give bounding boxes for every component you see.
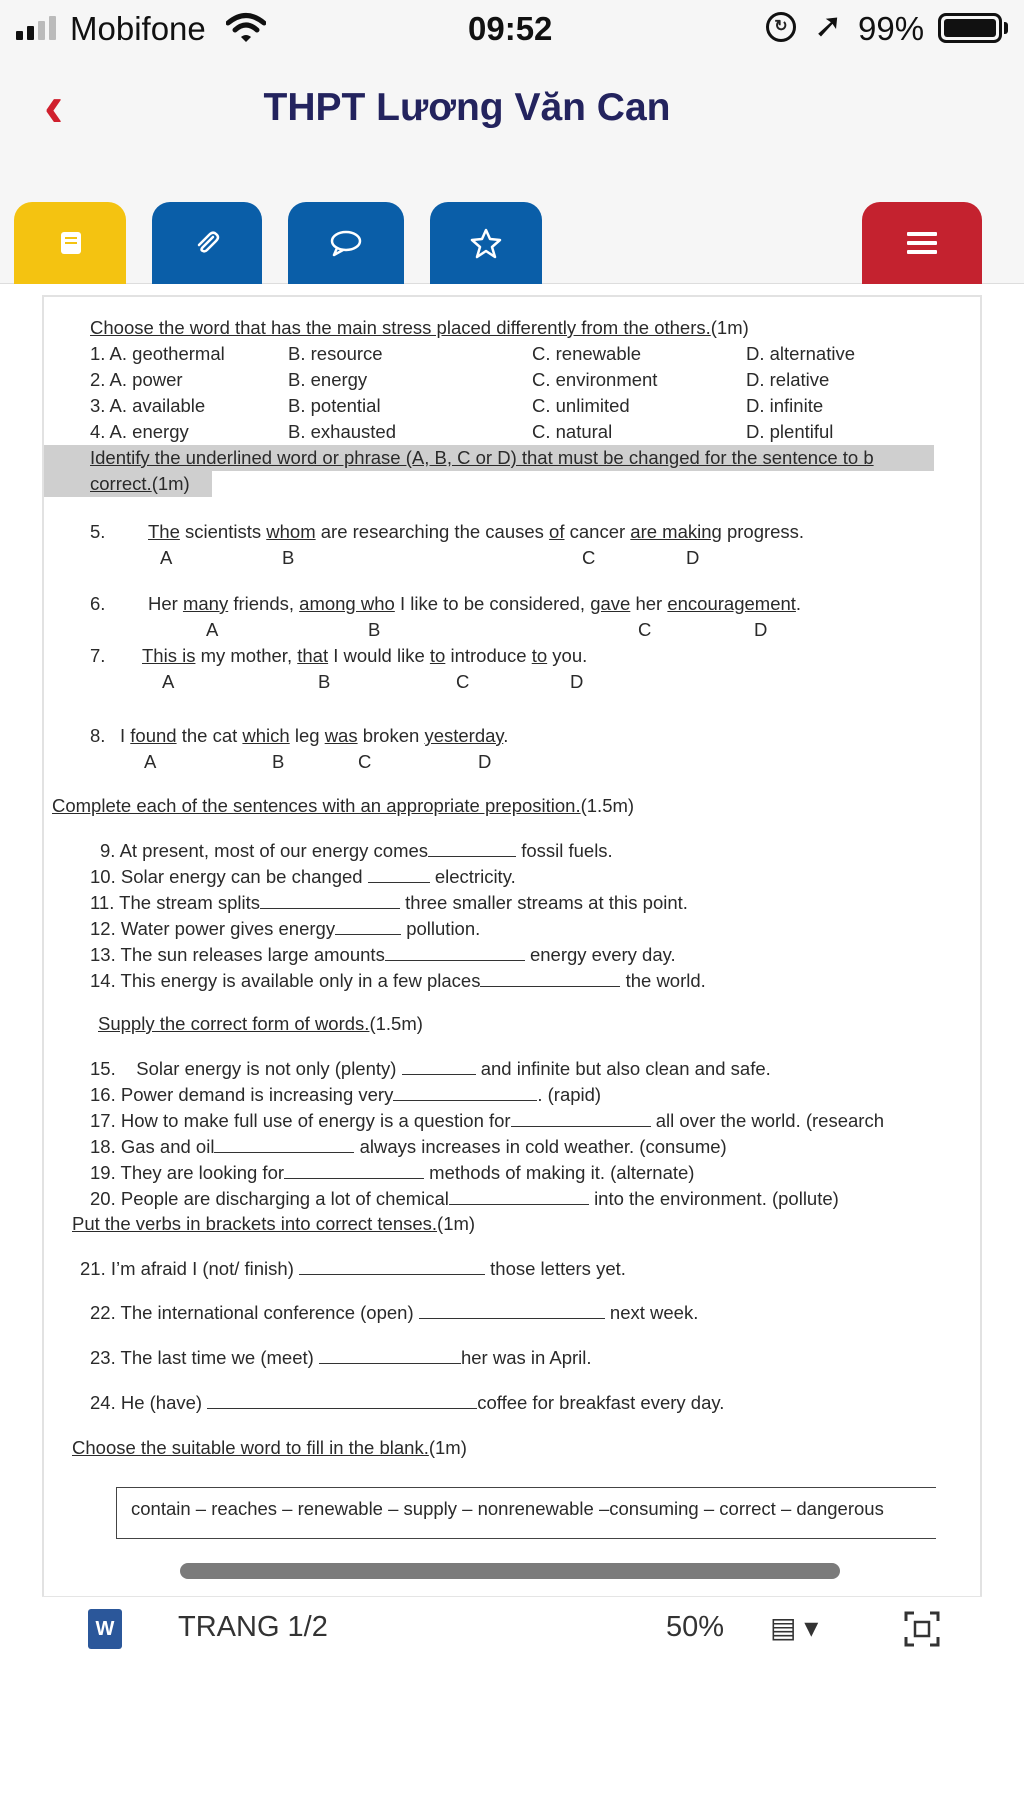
q8-number: 8. [90,725,106,746]
q6-part-d: encouragement [667,593,796,614]
q5-letter-b: B [282,547,295,568]
q7-number: 7. [90,645,106,666]
q5-number: 5. [90,521,106,542]
q4-d: D. plentiful [746,421,834,442]
q7-text-1: my mother, [195,645,298,666]
section-2-title-line2 [90,473,190,495]
q8-part-c: was [324,725,358,746]
q8-text-4: broken [357,725,425,746]
q6-part-a: many [182,593,229,614]
horizontal-scrollbar[interactable] [180,1563,840,1579]
q8-text-1: I [120,725,131,746]
q7-text-3: introduce [445,645,532,666]
q10-text-1: Solar energy can be changed [120,866,363,887]
q5-part-b: whom [266,521,316,542]
q18-text-2: always increases in cold weather. (consume) [359,1136,727,1157]
q15-text-2: and infinite but also clean and safe. [480,1058,771,1079]
q21-blank [299,1257,485,1275]
tab-menu[interactable] [862,202,982,284]
q22 [90,1301,698,1324]
q11-text-1: The stream splits [119,892,261,913]
q8-part-b: which [242,725,290,746]
q6-text-2: friends, [228,593,300,614]
q8-letter-c: C [358,751,372,772]
q6-part-b: among who [299,593,395,614]
q6-part-c: gave [590,593,631,614]
q8-text-2: the cat [176,725,243,746]
section-6-mark: (1m) [428,1437,467,1458]
q6-letter-d: D [754,619,768,640]
page-title: THPT Lương Văn Can [263,86,671,129]
q14 [90,969,706,992]
q5-part-a: The [148,521,180,542]
q7-part-c: to [429,645,446,666]
q2-c: C. environment [532,369,658,390]
q24-text-2: coffee for breakfast every day. [477,1392,725,1413]
q6-text-3: I like to be considered, [394,593,591,614]
back-chevron-icon[interactable]: ‹ [44,74,64,139]
q11-number: 11. [90,892,115,913]
q21-text-1: 21. I’m afraid I (not/ finish) [80,1258,294,1279]
q9-text-2: fossil fuels. [521,840,613,861]
page-indicator: TRANG 1/2 [178,1611,328,1643]
q5-text-1: scientists [179,521,267,542]
q13-number: 13. [90,944,116,965]
q11-text-2: three smaller streams at this point. [405,892,688,913]
signal-icon [16,16,56,40]
tab-attachment[interactable] [152,202,262,284]
q22-text-1: 22. The international conference (open) [90,1302,414,1323]
q11 [90,891,688,914]
q8-letter-b: B [272,751,285,772]
q12-blank [335,917,401,935]
q1-c: C. renewable [532,343,642,364]
q1-a: 1. A. geothermal [90,343,225,364]
section-1-title: Choose the word that has the main stress placed differently from the others. [90,317,711,338]
q5-sentence [148,521,804,543]
q24 [90,1391,724,1414]
section-3-title: Complete each of the sentences with an appropriate preposition. [52,795,581,816]
q19-text-2: methods of making it. (alternate) [429,1162,695,1183]
q18-blank [214,1135,354,1153]
section-1-mark: (1m) [710,317,749,338]
q16 [90,1083,601,1106]
q9-number: 9. [100,840,116,861]
q7-part-a: This is [142,645,196,666]
q15-blank [402,1057,476,1075]
hamburger-menu-icon [905,228,939,258]
document-footer [42,1596,982,1656]
q8-sentence [120,725,508,747]
q7-letter-a: A [162,671,175,692]
q14-blank [480,969,620,987]
q22-blank [419,1301,605,1319]
q19-blank [284,1161,424,1179]
clock-time: 09:52 [468,10,553,47]
q15 [90,1057,771,1080]
q6-sentence [148,593,801,615]
q19 [90,1161,694,1184]
q10-number: 10. [90,866,116,887]
q3-c: C. unlimited [532,395,630,416]
q7-text-2: I would like [328,645,430,666]
paperclip-icon [191,227,223,259]
zoom-level[interactable]: 50% [666,1611,725,1643]
section-4-title: Supply the correct form of words. [98,1013,370,1034]
wifi-icon [226,12,266,44]
q19-text-1: 19. They are looking for [90,1162,285,1183]
q3-a: 3. A. available [90,395,206,416]
q4-a: 4. A. energy [90,421,189,442]
q9-blank [428,839,516,857]
q20-text-1: 20. People are discharging a lot of chemical [90,1188,449,1209]
section-5-heading [72,1213,475,1235]
q10 [90,865,516,888]
document-viewer[interactable] [42,295,982,1655]
q9 [100,839,613,862]
q23-text-2: her was in April. [460,1347,592,1368]
q6-number: 6. [90,593,106,614]
q17-text-1: 17. How to make full use of energy is a question for [90,1110,511,1131]
q13-text-2: energy every day. [529,944,676,965]
word-app-icon: W [88,1609,122,1649]
battery-nub [1004,22,1008,34]
q2-b: B. energy [288,369,368,390]
q7-part-d: to [531,645,548,666]
q15-number: 15. [90,1058,116,1079]
q5-part-d: are making [630,521,722,542]
tab-book[interactable] [14,202,126,284]
q13 [90,943,676,966]
q14-number: 14. [90,970,116,991]
q10-text-2: electricity. [434,866,516,887]
q20-text-2: into the environment. (pollute) [594,1188,839,1209]
nav-bar [0,56,1024,176]
section-2-title: Identify the underlined word or phrase (A, B, C or D) that must be changed for the sentence to b [90,447,874,468]
q6-letter-b: B [368,619,381,640]
q7-part-b: that [297,645,329,666]
fit-screen-icon[interactable] [902,1609,942,1649]
q5-part-c: of [549,521,565,542]
section-2-title-tail: correct. [90,473,152,494]
q13-text-1: The sun releases large amounts [120,944,385,965]
q5-text-2: are researching the causes [315,521,550,542]
q14-text-1: This energy is available only in a few places [120,970,481,991]
q18-text-1: 18. Gas and oil [90,1136,215,1157]
q11-blank [260,891,400,909]
q3-b: B. potential [288,395,381,416]
q23-blank [319,1346,461,1364]
section-5-title: Put the verbs in brackets into correct tenses. [72,1213,438,1234]
section-6-heading [72,1437,467,1459]
q6-letter-c: C [638,619,652,640]
q1-b: B. resource [288,343,383,364]
word-box [116,1487,936,1539]
q5-letter-c: C [582,547,596,568]
view-mode-dropdown[interactable]: ▤ ▾ [770,1612,819,1643]
section-3-heading [52,795,634,817]
word-box-text: contain – reaches – renewable – supply – nonrenewable –consuming – correct – dangerous [131,1498,884,1519]
q9-text-1: At present, most of our energy comes [119,840,429,861]
q8-part-d: yesterday [424,725,504,746]
q23 [90,1346,592,1369]
q21-text-2: those letters yet. [490,1258,626,1279]
q5-text-4: progress. [721,521,805,542]
q10-blank [368,865,430,883]
q12 [90,917,480,940]
star-icon [469,227,503,259]
q12-text-2: pollution. [406,918,481,939]
document-page [44,297,934,1547]
section-6-title: Choose the suitable word to fill in the blank. [72,1437,429,1458]
q8-letter-d: D [478,751,492,772]
q8-letter-a: A [144,751,157,772]
q16-text-2: . (rapid) [537,1084,602,1105]
q8-text-5: . [503,725,509,746]
q6-text-4: her [630,593,668,614]
q22-text-2: next week. [609,1302,699,1323]
q17-blank [511,1109,651,1127]
q4-b: B. exhausted [288,421,396,442]
q5-text-3: cancer [564,521,631,542]
location-arrow-icon: ➚ [814,7,843,45]
carrier-name: Mobifone [70,10,206,47]
section-4-heading [98,1013,423,1035]
section-1-heading [90,317,749,339]
q7-sentence [142,645,587,667]
tab-favorite[interactable] [430,202,542,284]
battery-icon [938,13,1002,43]
q12-number: 12. [90,918,116,939]
rotation-lock-icon: ↻ [766,12,796,42]
q7-letter-b: B [318,671,331,692]
q7-letter-d: D [570,671,584,692]
q8-part-a: found [130,725,177,746]
q4-c: C. natural [532,421,613,442]
q2-a: 2. A. power [90,369,183,390]
q6-text-5: . [795,593,802,614]
status-bar [0,0,1024,56]
q12-text-1: Water power gives energy [120,918,336,939]
q6-letter-a: A [206,619,219,640]
q14-text-2: the world. [625,970,706,991]
book-icon [55,228,85,258]
q16-text-1: 16. Power demand is increasing very [90,1084,394,1105]
q13-blank [385,943,525,961]
q17 [90,1109,884,1132]
section-3-mark: (1.5m) [580,795,635,816]
q2-d: D. relative [746,369,830,390]
q23-text-1: 23. The last time we (meet) [90,1347,314,1368]
section-4-mark: (1.5m) [369,1013,423,1034]
q20-blank [449,1187,589,1205]
q1-d: D. alternative [746,343,855,364]
section-2-mark: (1m) [151,473,190,494]
q5-letter-a: A [160,547,173,568]
q7-text-4: you. [547,645,588,666]
q3-d: D. infinite [746,395,824,416]
q24-blank [207,1391,477,1409]
q15-text-1: Solar energy is not only (plenty) [136,1058,397,1079]
q16-blank [393,1083,537,1101]
q8-text-3: leg [289,725,325,746]
section-5-mark: (1m) [437,1213,476,1234]
q17-text-2: all over the world. (research [655,1110,884,1131]
q18 [90,1135,727,1158]
q6-text-1: Her [148,593,183,614]
battery-percent: 99% [858,10,925,47]
q20 [90,1187,839,1210]
q7-letter-c: C [456,671,470,692]
tab-comment[interactable] [288,202,404,284]
q24-text-1: 24. He (have) [90,1392,203,1413]
q5-letter-d: D [686,547,700,568]
q21 [80,1257,626,1280]
comment-icon [329,228,363,258]
toolbar-tabs [0,176,1024,284]
